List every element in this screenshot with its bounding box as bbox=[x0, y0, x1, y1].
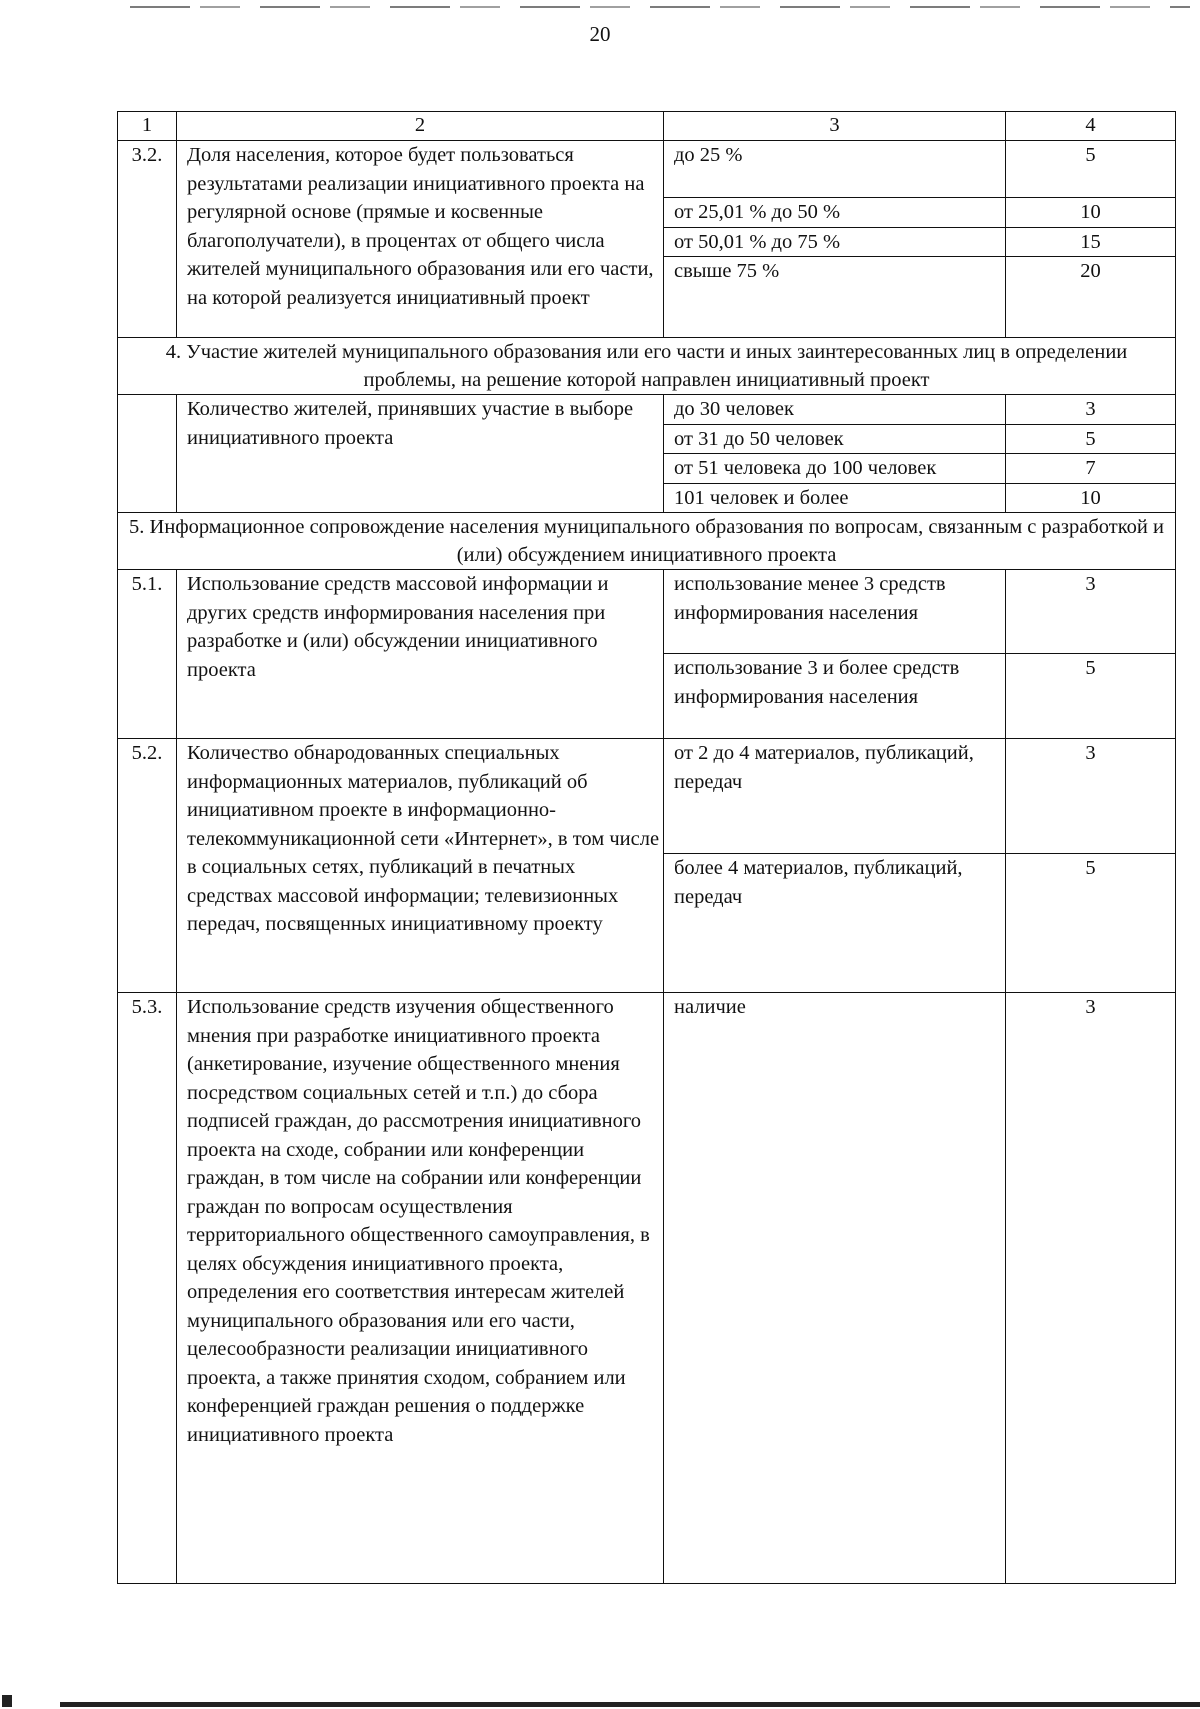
column-number-1: 1 bbox=[118, 112, 177, 141]
option-label: от 51 человека до 100 человек bbox=[664, 454, 1006, 484]
section-row bbox=[118, 338, 1176, 395]
section-row bbox=[118, 513, 1176, 570]
option-label: свыше 75 % bbox=[664, 257, 1006, 338]
criterion-description: Количество обнародованных специальных информационных материалов, публикаций об инициативном проекте в информационно-телекоммуникационной сети «Интернет», в том числе в социальных сетях, публикаций в печатных средствах массовой информации; телевизионных передач, посвященных инициативному проекту bbox=[177, 739, 664, 993]
row-number: 5.3. bbox=[118, 993, 177, 1584]
table-header-row bbox=[118, 112, 1176, 141]
table-row bbox=[118, 739, 1176, 854]
row-number: 5.1. bbox=[118, 570, 177, 739]
table-row bbox=[118, 395, 1176, 425]
option-label: от 50,01 % до 75 % bbox=[664, 227, 1006, 257]
option-score: 5 bbox=[1006, 141, 1176, 198]
option-label: до 25 % bbox=[664, 141, 1006, 198]
criterion-description: Использование средств изучения общественного мнения при разработке инициативного проекта (анкетирование, изучение общественного мнения посредством социальных сетей и т.п.) до сбора подписей граждан, до рассмотрения инициативного проекта на сходе, собрании или конференции граждан, в том числе на собрании или конференции граждан по вопросам осуществления территориального общественного самоуправления, в целях обсуждения инициативного проекта, определения его соответствия интересам жителей муниципального образования или его части, целесообразности реализации инициативного проекта, а также принятия сходом, собранием или конференцией граждан решения о поддержке инициативного проекта bbox=[177, 993, 664, 1584]
column-number-3: 3 bbox=[664, 112, 1006, 141]
option-score: 3 bbox=[1006, 395, 1176, 425]
option-score: 20 bbox=[1006, 257, 1176, 338]
option-label: от 2 до 4 материалов, публикаций, передач bbox=[664, 739, 1006, 854]
section-heading: 4. Участие жителей муниципального образования или его части и иных заинтересованных лиц в определении проблемы, на решение которой направлен инициативный проект bbox=[118, 338, 1176, 395]
option-score: 3 bbox=[1006, 739, 1176, 854]
scan-mark bbox=[2, 1695, 12, 1707]
criterion-description: Использование средств массовой информации и других средств информирования населения при разработке и (или) обсуждении инициативного проекта bbox=[177, 570, 664, 739]
option-score: 3 bbox=[1006, 570, 1176, 654]
option-score: 15 bbox=[1006, 227, 1176, 257]
option-label: наличие bbox=[664, 993, 1006, 1584]
criterion-description: Доля населения, которое будет пользоваться результатами реализации инициативного проекта на регулярной основе (прямые и косвенные благополучатели), в процентах от общего числа жителей муниципального образования или его части, на которой реализуется инициативный проект bbox=[177, 141, 664, 338]
table-row bbox=[118, 570, 1176, 654]
table-row bbox=[118, 993, 1176, 1584]
scan-edge-bottom bbox=[60, 1702, 1200, 1707]
criteria-table bbox=[117, 111, 1176, 1584]
scan-edge-top bbox=[130, 6, 1190, 8]
option-score: 3 bbox=[1006, 993, 1176, 1584]
row-number: 5.2. bbox=[118, 739, 177, 993]
option-label: более 4 материалов, публикаций, передач bbox=[664, 854, 1006, 993]
option-label: 101 человек и более bbox=[664, 483, 1006, 513]
criterion-description: Количество жителей, принявших участие в выборе инициативного проекта bbox=[177, 395, 664, 513]
option-score: 7 bbox=[1006, 454, 1176, 484]
section-heading: 5. Информационное сопровождение населения муниципального образования по вопросам, связанным с разработкой и (или) обсуждением инициативного проекта bbox=[118, 513, 1176, 570]
column-number-4: 4 bbox=[1006, 112, 1176, 141]
option-score: 5 bbox=[1006, 654, 1176, 739]
option-label: использование менее 3 средств информирования населения bbox=[664, 570, 1006, 654]
option-score: 5 bbox=[1006, 854, 1176, 993]
table-row bbox=[118, 141, 1176, 198]
row-number bbox=[118, 395, 177, 513]
option-label: от 25,01 % до 50 % bbox=[664, 198, 1006, 228]
page-number: 20 bbox=[589, 22, 611, 46]
option-label: до 30 человек bbox=[664, 395, 1006, 425]
option-score: 5 bbox=[1006, 424, 1176, 454]
option-label: использование 3 и более средств информирования населения bbox=[664, 654, 1006, 739]
column-number-2: 2 bbox=[177, 112, 664, 141]
option-score: 10 bbox=[1006, 198, 1176, 228]
option-label: от 31 до 50 человек bbox=[664, 424, 1006, 454]
row-number: 3.2. bbox=[118, 141, 177, 338]
option-score: 10 bbox=[1006, 483, 1176, 513]
